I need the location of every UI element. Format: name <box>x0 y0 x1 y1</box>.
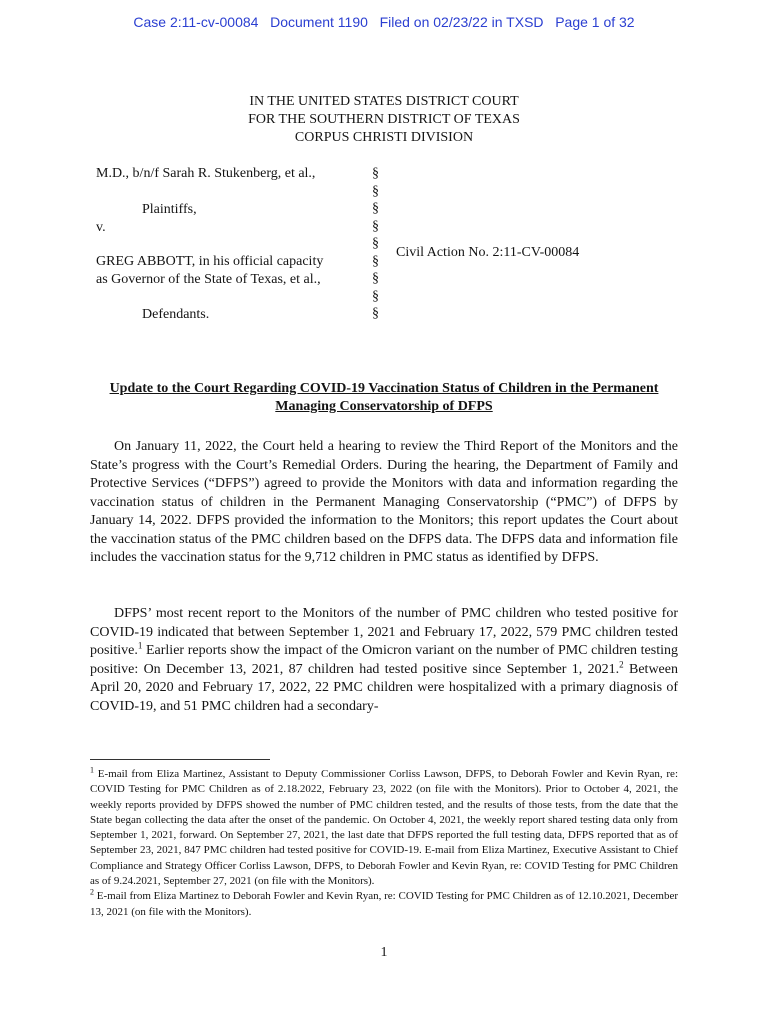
footnote-mark: 2 <box>90 887 94 897</box>
section-symbol: § <box>372 183 379 199</box>
section-symbol: § <box>372 201 379 216</box>
footnote-text: E-mail from Eliza Martinez, Assistant to Deputy Commissioner Corliss Lawson, DFPS, to Deborah Fowler and Kevin Ryan, re: COVID Testing for PMC Children as of 2.18.2022, February 23, 2022 (on file with the Monitors). Prior to October 4, 2021, the weekly reports provided by DFPS showed the number of PMC children tested, and the results of those tests, from the date that the State began collecting the data after the onset of the pandemic. On October 4, 2021, the weekly report shared testing data only from September 1, 2021, forward. On September 27, 2021, the last date that DFPS reported the full testing data, DFPS reported that as of September 23, 2021, 847 PMC children had tested positive for COVID-19. E-mail from Eliza Martinez, Executive Assistant to Chief Compliance and Strategy Officer Corliss Lawson, DFPS, to Deborah Fowler and Kevin Ryan, re: COVID Testing for PMC Children as of 9.24.2021, September 27, 2021 (on file with the Monitors). <box>90 768 678 888</box>
section-symbol: § <box>372 271 379 286</box>
plaintiff-name: M.D., b/n/f Sarah R. Stukenberg, et al., <box>96 166 316 181</box>
section-symbol: § <box>372 253 379 269</box>
footnote-2 <box>90 889 678 920</box>
case-caption <box>96 166 696 326</box>
document-title: Update to the Court Regarding COVID-19 Vaccination Status of Children in the Permanent Managing Conservatorship of DFPS <box>109 381 659 414</box>
defendant-line-2: as Governor of the State of Texas, et al., <box>96 272 321 287</box>
page-number: 1 <box>380 945 388 960</box>
paragraph-1: On January 11, 2022, the Court held a hearing to review the Third Report of the Monitors and the State’s progress with the Court’s Remedial Orders. During the hearing, the Department of Family and Protective Services (“DFPS”) agreed to provide the Monitors with data and information regarding the vaccination status of children in the Permanent Managing Conservatorship (“PMC”) of DFPS by January 14, 2022. DFPS provided the information to the Monitors; this report updates the Court about the vaccination status of the PMC children based on the DFPS data. The DFPS data and information file includes the vaccination status for the 9,712 children in PMC status as identified by DFPS. <box>90 439 678 565</box>
paragraph-2-part-c: Between April 20, 2020 and February 17, 2022, 22 PMC children were hospitalized with a primary diagnosis of COVID-19, and 51 PMC children had a secondary- <box>90 661 678 714</box>
footnote-ref-1[interactable]: 1 <box>137 640 143 651</box>
court-line-1: IN THE UNITED STATES DISTRICT COURT <box>249 94 519 109</box>
defendant-line-1: GREG ABBOTT, in his official capacity <box>96 254 324 269</box>
footnotes <box>90 767 678 920</box>
court-line-3: CORPUS CHRISTI DIVISION <box>294 130 474 145</box>
section-symbol: § <box>372 166 379 181</box>
footnote-divider <box>90 759 270 760</box>
paragraph-2 <box>90 605 678 716</box>
section-symbol: § <box>372 218 379 234</box>
court-heading <box>0 93 768 147</box>
ecf-header-stamp: Case 2:11-cv-00084 Document 1190 Filed on 02/23/22 in TXSD Page 1 of 32 <box>133 14 635 30</box>
footnote-mark: 1 <box>90 765 94 775</box>
court-line-2: FOR THE SOUTHERN DISTRICT OF TEXAS <box>248 112 520 127</box>
versus-label: v. <box>96 220 106 235</box>
footnote-text: E-mail from Eliza Martinez to Deborah Fowler and Kevin Ryan, re: COVID Testing for PMC Children as of 12.10.2021, December 13, 2021 (on file with the Monitors). <box>90 890 678 918</box>
footnote-ref-2[interactable]: 2 <box>619 658 624 669</box>
section-symbol: § <box>372 306 379 321</box>
plaintiffs-label: Plaintiffs, <box>142 202 197 217</box>
civil-action-number: Civil Action No. 2:11-CV-00084 <box>396 245 580 260</box>
footnote-1 <box>90 767 678 889</box>
defendants-label: Defendants. <box>142 307 210 322</box>
section-symbol: § <box>372 236 379 251</box>
paragraph-2-part-b: Earlier reports show the impact of the Omicron variant on the number of PMC children testing positive: On December 13, 2021, 87 children had tested positive since September 1, 2021. <box>90 643 678 677</box>
section-symbol: § <box>372 288 379 304</box>
paragraph-2-part-a: DFPS’ most recent report to the Monitors of the number of PMC children who tested positive for COVID-19 indicated that between September 1, 2021 and February 17, 2022, 579 PMC children tested positive. <box>90 606 678 658</box>
